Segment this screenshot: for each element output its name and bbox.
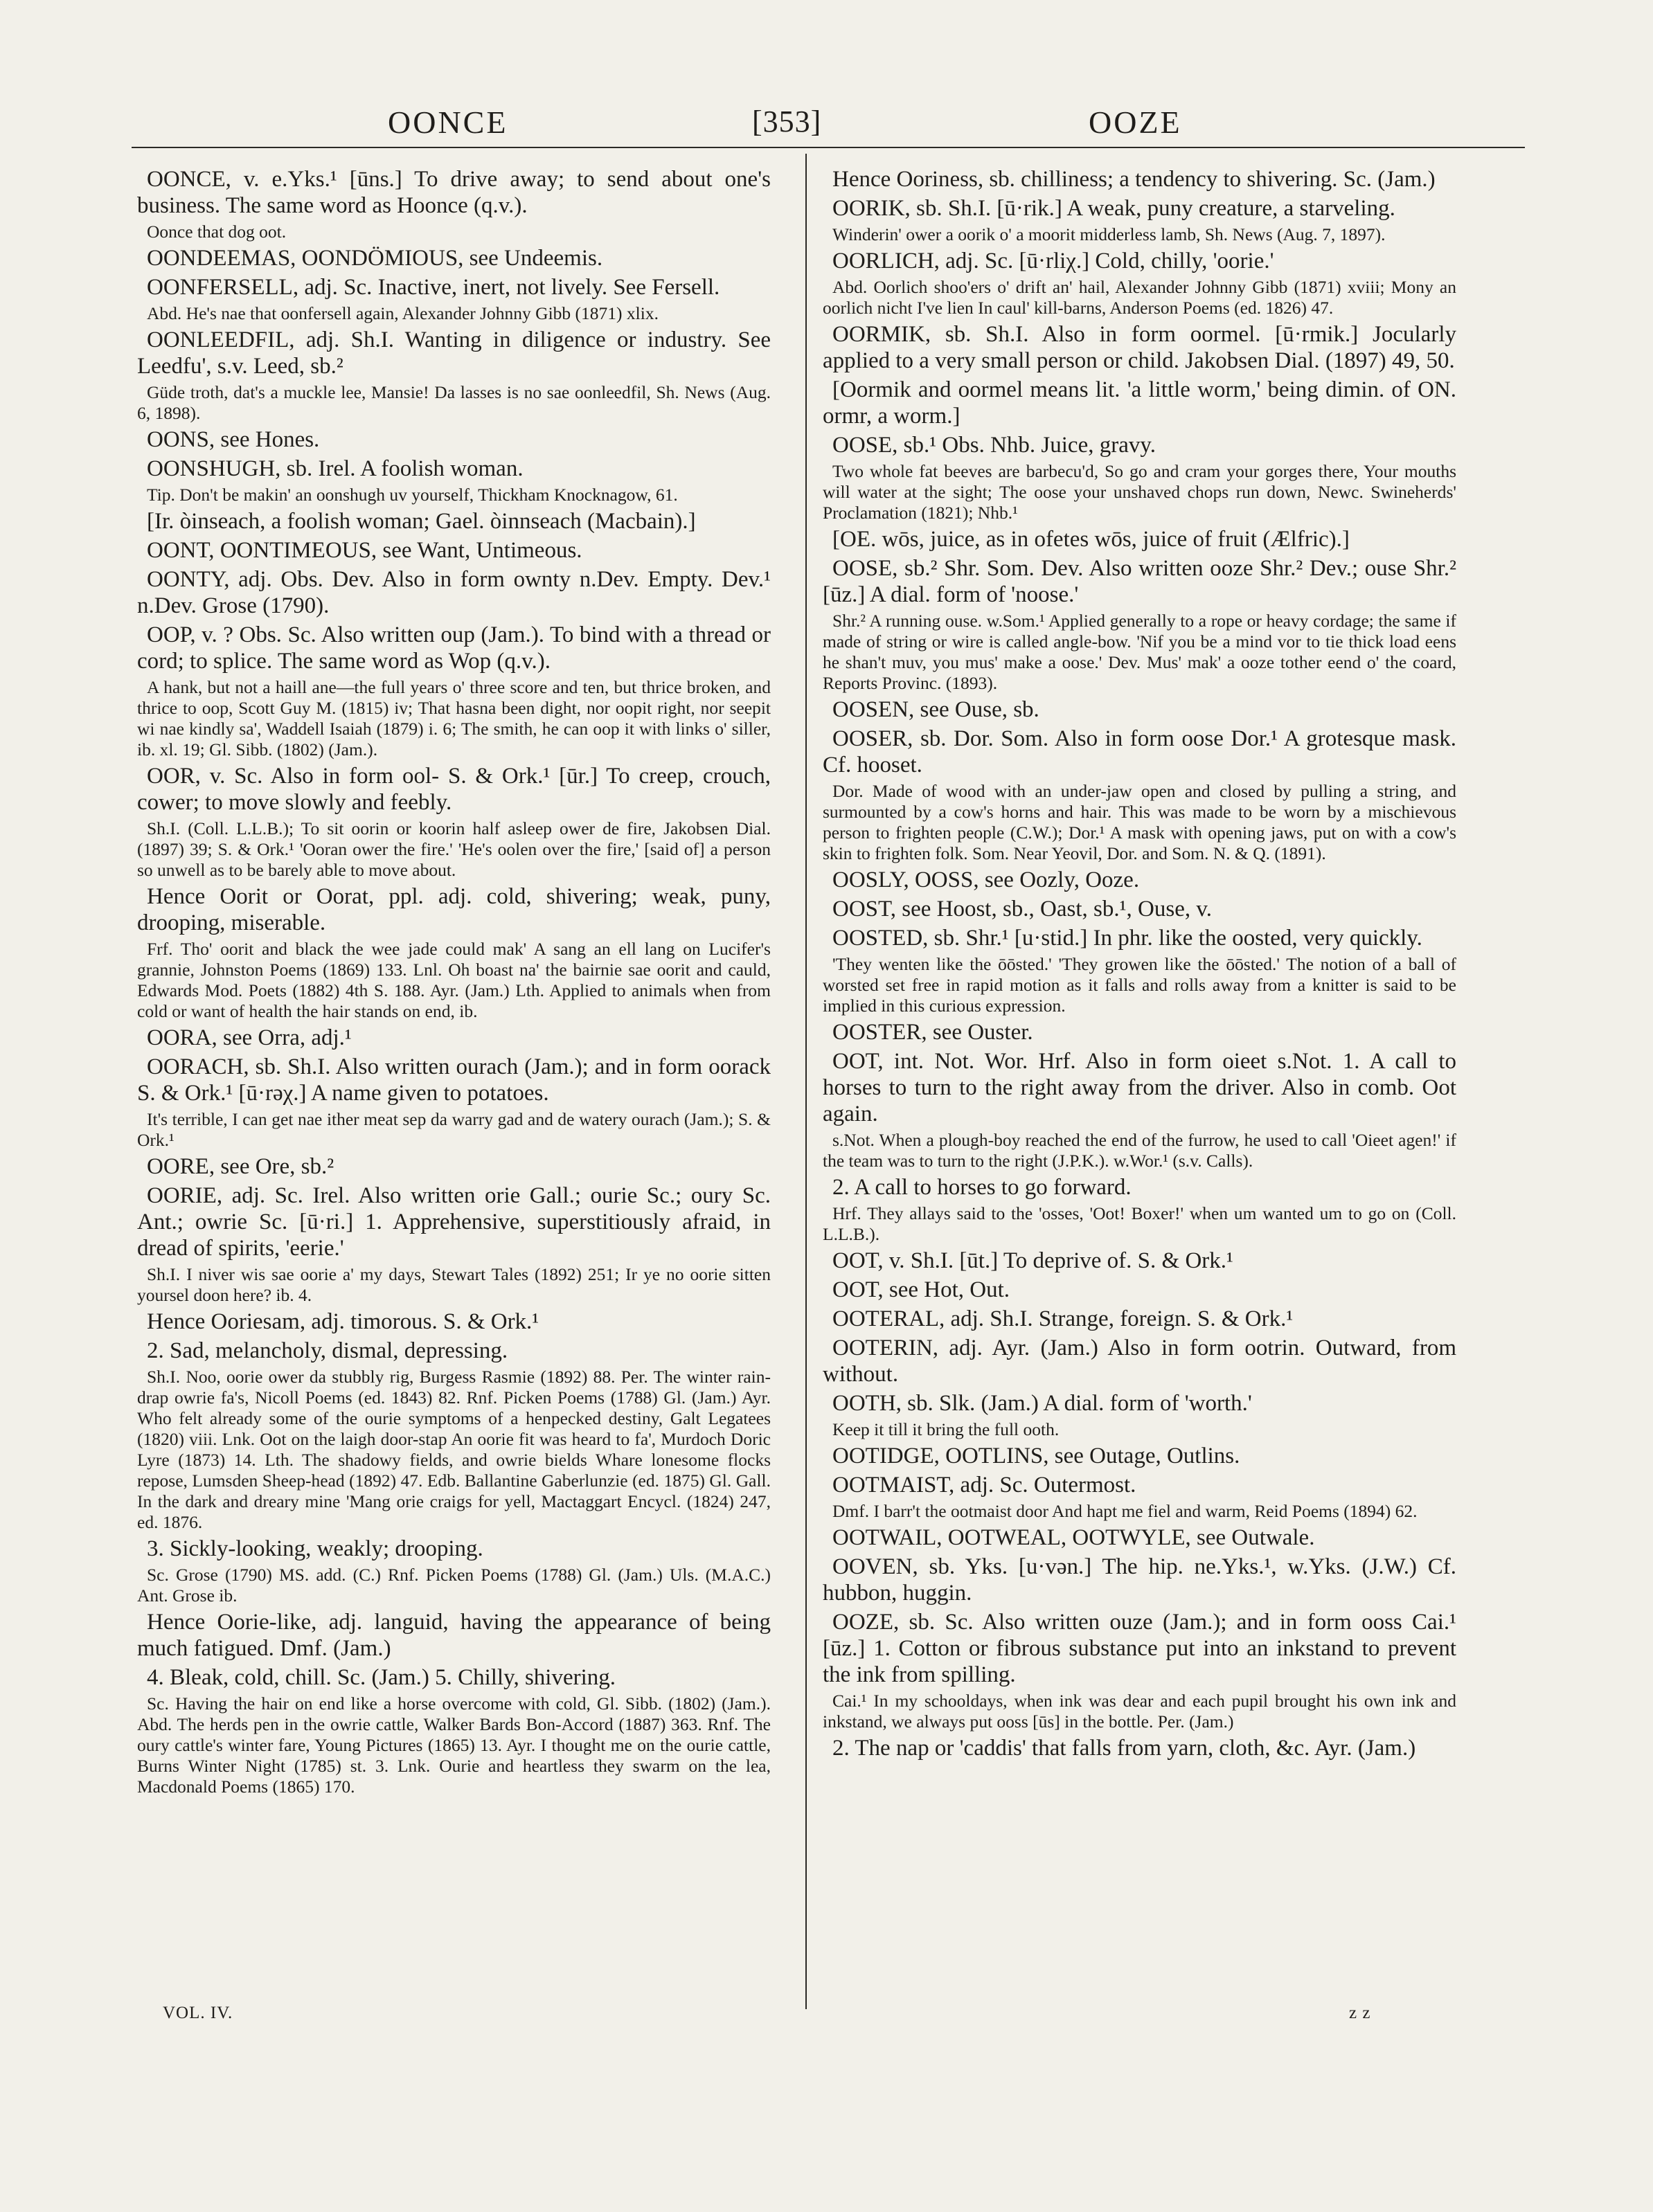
citation-text: Abd. He's nae that oonfersell again, Alexander Johnny Gibb (1871) xlix. bbox=[147, 303, 659, 323]
dictionary-entry: OOSLY, OOSS, see Oozly, Ooze. bbox=[832, 867, 1140, 892]
dictionary-entry: OORE, see Ore, sb.² bbox=[147, 1154, 334, 1179]
citation-text: Sh.I. I niver wis sae oorie a' my days, Stewart Tales (1892) 251; Ir ye no oorie sitten yoursel doon here? ib. 4. bbox=[137, 1264, 771, 1305]
dictionary-entry: OOVEN, sb. Yks. [u·vən.] The hip. ne.Yks.¹, w.Yks. (J.W.) Cf. hubbon, huggin. bbox=[823, 1554, 1456, 1606]
dictionary-entry: OOTH, sb. Slk. (Jam.) A dial. form of 'worth.' bbox=[832, 1391, 1252, 1416]
dictionary-entry: Hence Ooriness, sb. chilliness; a tendency to shivering. Sc. (Jam.) bbox=[832, 167, 1436, 192]
dictionary-entry: OOSTED, sb. Shr.¹ [u·stid.] In phr. like the oosted, very quickly. bbox=[832, 926, 1422, 951]
citation-text: Sh.I. (Coll. L.L.B.); To sit oorin or koorin half asleep ower de fire, Jakobsen Dial. (1897) 39; S. & Ork.¹ 'Ooran ower the fire.' 'He's oolen over the fire,' [said of] a person so unwell as to be barely able to move about. bbox=[137, 818, 771, 880]
dictionary-entry: OONSHUGH, sb. Irel. A foolish woman. bbox=[147, 456, 524, 481]
dictionary-entry: OORLICH, adj. Sc. [ū·rliχ.] Cold, chilly, 'oorie.' bbox=[832, 249, 1274, 273]
citation-text: 'They wenten like the ōōsted.' 'They growen like the ōōsted.' The notion of a ball of worsted set free in rapid motion as it falls and rolls away from a knitter is said to be implied in this curious expression. bbox=[823, 954, 1456, 1016]
citation-text: Sc. Having the hair on end like a horse overcome with cold, Gl. Sibb. (1802) (Jam.). Abd. The herds pen in the owrie cattle, Walker Bards Bon-Accord (1887) 363. Rnf. The oury cattle's winter fare, Young Pictures (1865) 13. Ayr. I thought me on the ourie cattle, Burns Winter Night (1785) st. 3. Lnk. Ourie and heartless they swarm on the lea, Macdonald Poems (1865) 170. bbox=[137, 1693, 771, 1797]
dictionary-entry: OOSTER, see Ouster. bbox=[832, 1020, 1033, 1045]
dictionary-entry: OOT, int. Not. Wor. Hrf. Also in form oieet s.Not. 1. A call to horses to turn to the right away from the driver. Also in comb. Oot again. bbox=[823, 1049, 1456, 1126]
dictionary-entry: 2. The nap or 'caddis' that falls from yarn, cloth, &c. Ayr. (Jam.) bbox=[832, 1736, 1416, 1761]
dictionary-entry: 2. A call to horses to go forward. bbox=[832, 1175, 1132, 1200]
dictionary-entry: OOT, see Hot, Out. bbox=[832, 1277, 1010, 1302]
dictionary-entry: OONDEEMAS, OONDÖMIOUS, see Undeemis. bbox=[147, 246, 603, 271]
dictionary-entry: [Oormik and oormel means lit. 'a little worm,' being dimin. of ON. ormr, a worm.] bbox=[823, 377, 1456, 429]
citation-text: Oonce that dog oot. bbox=[147, 222, 287, 242]
citation-text: s.Not. When a plough-boy reached the end of the furrow, he used to call 'Oieet agen!' if the team was to turn to the right (J.P.K.). w.Wor.¹ (s.v. Calls). bbox=[823, 1130, 1456, 1171]
dictionary-entry: OORIK, sb. Sh.I. [ū·rik.] A weak, puny creature, a starveling. bbox=[832, 196, 1395, 221]
citation-text: Tip. Don't be makin' an oonshugh uv yourself, Thickham Knocknagow, 61. bbox=[147, 485, 678, 505]
left-column bbox=[137, 166, 771, 1800]
dictionary-entry: OOTMAIST, adj. Sc. Outermost. bbox=[832, 1473, 1136, 1498]
dictionary-entry: OOTERAL, adj. Sh.I. Strange, foreign. S. & Ork.¹ bbox=[832, 1306, 1294, 1331]
citation-text: Sc. Grose (1790) MS. add. (C.) Rnf. Picken Poems (1788) Gl. (Jam.) Uls. (M.A.C.) Ant. Grose ib. bbox=[137, 1565, 771, 1606]
dictionary-entry: OOZE, sb. Sc. Also written ouze (Jam.); and in form ooss Cai.¹ [ūz.] 1. Cotton or fibrous substance put into an inkstand to prevent the ink from spilling. bbox=[823, 1610, 1456, 1687]
citation-text: Shr.² A running ouse. w.Som.¹ Applied generally to a rope or heavy cordage; the same if made of string or wire is called angle-bow. 'Nif you be a mind vor to tie thick load eens he shan't muv, you mus' make a oose.' Dev. Mus' mak' a ooze tother eend o' the coard, Reports Provinc. (1893). bbox=[823, 611, 1456, 693]
right-column bbox=[823, 166, 1456, 1764]
dictionary-entry: OOSER, sb. Dor. Som. Also in form oose Dor.¹ A grotesque mask. Cf. hooset. bbox=[823, 726, 1456, 777]
dictionary-entry: OOTIDGE, OOTLINS, see Outage, Outlins. bbox=[832, 1444, 1240, 1468]
dictionary-entry: OORIE, adj. Sc. Irel. Also written orie Gall.; ourie Sc.; oury Sc. Ant.; owrie Sc. [ū·ri.] 1. Apprehensive, superstitiously afraid, in dread of spirits, 'eerie.' bbox=[137, 1183, 771, 1261]
dictionary-entry: OOTWAIL, OOTWEAL, OOTWYLE, see Outwale. bbox=[832, 1525, 1315, 1550]
citation-text: Keep it till it bring the full ooth. bbox=[832, 1419, 1060, 1439]
dictionary-entry: OORACH, sb. Sh.I. Also written ourach (Jam.); and in form oorack S. & Ork.¹ [ū·rəχ.] A name given to potatoes. bbox=[137, 1054, 771, 1106]
citation-text: Hrf. They allays said to the 'osses, 'Oot! Boxer!' when um wanted um to go on (Coll. L.L.B.). bbox=[823, 1203, 1456, 1244]
citation-text: Winderin' ower a oorik o' a moorit midderless lamb, Sh. News (Aug. 7, 1897). bbox=[832, 224, 1386, 244]
dictionary-entry: 3. Sickly-looking, weakly; drooping. bbox=[147, 1536, 483, 1561]
running-head-right: OOZE bbox=[1089, 105, 1182, 140]
dictionary-entry: OONS, see Hones. bbox=[147, 427, 320, 452]
volume-signature: VOL. IV. bbox=[163, 2004, 233, 2022]
citation-text: Two whole fat beeves are barbecu'd, So go and cram your gorges there, Your mouths will water at the sight; The oose your unshaved chops run down, Newc. Swineherds' Proclamation (1821); Nhb.¹ bbox=[823, 461, 1456, 523]
dictionary-entry: [Ir. òinseach, a foolish woman; Gael. òinnseach (Macbain).] bbox=[147, 509, 696, 534]
citation-text: It's terrible, I can get nae ither meat sep da warry gad and de watery ourach (Jam.); S. & Ork.¹ bbox=[137, 1109, 771, 1150]
citation-text: Dmf. I barr't the ootmaist door And hapt me fiel and warm, Reid Poems (1894) 62. bbox=[832, 1501, 1418, 1521]
dictionary-entry: Hence Oorit or Oorat, ppl. adj. cold, shivering; weak, puny, drooping, miserable. bbox=[137, 884, 771, 935]
dictionary-entry: 4. Bleak, cold, chill. Sc. (Jam.) 5. Chilly, shivering. bbox=[147, 1665, 616, 1690]
citation-text: Frf. Tho' oorit and black the wee jade could mak' A sang an ell lang on Lucifer's grannie, Johnston Poems (1869) 133. Lnl. Oh boast na' the bairnie sae oorit and cauld, Edwards Mod. Poets (1882) 4th S. 188. Ayr. (Jam.) Lth. Applied to animals when from cold or want of health the hair stands on end, ib. bbox=[137, 939, 771, 1021]
dictionary-entry: OONCE, v. e.Yks.¹ [ūns.] To drive away; to send about one's business. The same word as Hoonce (q.v.). bbox=[137, 167, 771, 218]
sheet-signature: z z bbox=[1349, 2004, 1371, 2022]
column-divider bbox=[805, 154, 807, 2009]
dictionary-entry: OONLEEDFIL, adj. Sh.I. Wanting in diligence or industry. See Leedfu', s.v. Leed, sb.² bbox=[137, 327, 771, 379]
dictionary-entry: [OE. wōs, juice, as in ofetes wōs, juice of fruit (Ælfric).] bbox=[832, 527, 1350, 552]
dictionary-entry: 2. Sad, melancholy, dismal, depressing. bbox=[147, 1338, 508, 1363]
dictionary-entry: OOST, see Hoost, sb., Oast, sb.¹, Ouse, v. bbox=[832, 897, 1212, 921]
dictionary-entry: OOSE, sb.¹ Obs. Nhb. Juice, gravy. bbox=[832, 433, 1156, 458]
dictionary-entry: OONTY, adj. Obs. Dev. Also in form ownty n.Dev. Empty. Dev.¹ n.Dev. Grose (1790). bbox=[137, 567, 771, 618]
dictionary-entry: OORA, see Orra, adj.¹ bbox=[147, 1025, 352, 1050]
citation-text: Dor. Made of wood with an under-jaw open and closed by pulling a string, and surmounted by a cow's horns and hair. This was made to be worn by a mischievous person to frighten people (C.W.); Dor.¹ A mask with opening jaws, put on with a cow's skin to frighten folk. Som. Near Yeovil, Dor. and Som. N. & Q. (1891). bbox=[823, 781, 1456, 863]
dictionary-entry: OORMIK, sb. Sh.I. Also in form oormel. [ū·rmik.] Jocularly applied to a very small person or child. Jakobsen Dial. (1897) 49, 50. bbox=[823, 322, 1456, 373]
dictionary-entry: Hence Ooriesam, adj. timorous. S. & Ork.¹ bbox=[147, 1309, 539, 1334]
citation-text: Cai.¹ In my schooldays, when ink was dear and each pupil brought his own ink and inkstand, we always put ooss [ūs] in the bottle. Per. (Jam.) bbox=[823, 1691, 1456, 1732]
dictionary-entry: OONFERSELL, adj. Sc. Inactive, inert, not lively. See Fersell. bbox=[147, 275, 720, 300]
page-number: [353] bbox=[752, 105, 822, 138]
dictionary-entry: OOR, v. Sc. Also in form ool- S. & Ork.¹ [ūr.] To creep, crouch, cower; to move slowly and feebly. bbox=[137, 764, 771, 815]
dictionary-entry: OOSEN, see Ouse, sb. bbox=[832, 697, 1039, 722]
dictionary-entry: OOT, v. Sh.I. [ūt.] To deprive of. S. & Ork.¹ bbox=[832, 1248, 1233, 1273]
dictionary-entry: OOP, v. ? Obs. Sc. Also written oup (Jam.). To bind with a thread or cord; to splice. The same word as Wop (q.v.). bbox=[137, 622, 771, 674]
dictionary-entry: OONT, OONTIMEOUS, see Want, Untimeous. bbox=[147, 538, 582, 563]
running-head-left: OONCE bbox=[388, 105, 508, 140]
citation-text: A hank, but not a haill ane—the full years o' three score and ten, but thrice broken, and thrice to oop, Scott Guy M. (1815) iv; That hasna been dight, nor oopit right, nor seepit wi nae kindly sa', Waddell Isaiah (1879) i. 6; The smith, he can oop it with links o' siller, ib. xl. 19; Gl. Sibb. (1802) (Jam.). bbox=[137, 677, 771, 759]
citation-text: Sh.I. Noo, oorie ower da stubbly rig, Burgess Rasmie (1892) 88. Per. The winter rain-drap owrie fa's, Nicoll Poems (ed. 1843) 82. Rnf. Picken Poems (1788) Gl. (Jam.) Ayr. Who felt already some of the ourie symptoms of a henpecked destiny, Galt Legatees (1820) viii. Lnk. Oot on the laigh door-stap An oorie fit was heard to fa', Murdoch Doric Lyre (1873) 14. Lth. The shadowy fields, and owrie bields Whare lonesome flocks repose, Lumsden Sheep-head (1892) 47. Edb. Ballantine Gaberlunzie (ed. 1875) Gl. Gall. In the dark and dreary mine 'Mang orie craigs for yell, Mactaggart Encycl. (1824) 247, ed. 1876. bbox=[137, 1367, 771, 1532]
citation-text: Güde troth, dat's a muckle lee, Mansie! Da lasses is no sae oonleedfil, Sh. News (Aug. 6, 1898). bbox=[137, 382, 771, 423]
dictionary-entry: OOSE, sb.² Shr. Som. Dev. Also written ooze Shr.² Dev.; ouse Shr.² [ūz.] A dial. form of 'noose.' bbox=[823, 556, 1456, 607]
dictionary-entry: OOTERIN, adj. Ayr. (Jam.) Also in form ootrin. Outward, from without. bbox=[823, 1336, 1456, 1387]
header-rule bbox=[132, 147, 1525, 148]
citation-text: Abd. Oorlich shoo'ers o' drift an' hail, Alexander Johnny Gibb (1871) xviii; Mony an oorlich nicht I've lien In caul' kill-barns, Anderson Poems (ed. 1826) 47. bbox=[823, 277, 1456, 318]
dictionary-entry: Hence Oorie-like, adj. languid, having the appearance of being much fatigued. Dmf. (Jam.) bbox=[137, 1610, 771, 1661]
